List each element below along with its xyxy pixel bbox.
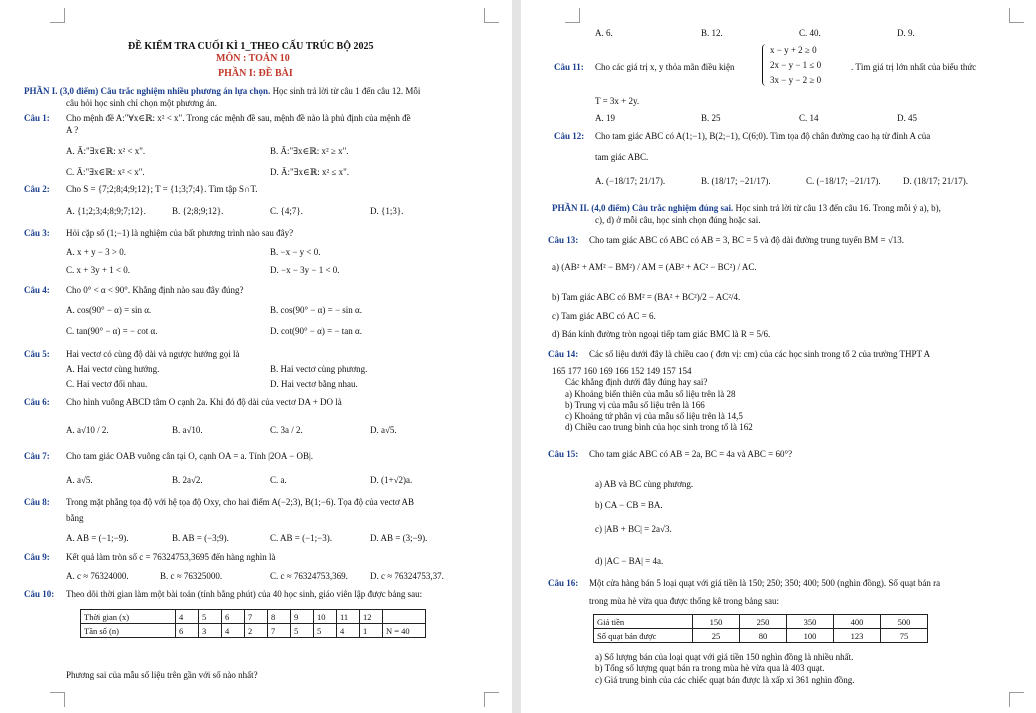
part2-lead: PHẦN II. (4,0 điểm) Câu trắc nghiệm đúng sai.	[552, 203, 734, 213]
question-4-option-c[interactable]: C. tan(90° − α) = − cot α.	[66, 326, 158, 336]
question-3-option-a[interactable]: A. x + y − 3 > 0.	[66, 247, 126, 257]
question-3-option-c[interactable]: C. x + 3y + 1 < 0.	[66, 265, 130, 275]
question-1-option-c[interactable]: C. Ā:"∃x∈ℝ: x² < x".	[66, 167, 145, 177]
table-cell: 5	[199, 610, 222, 624]
question-8-option-d[interactable]: D. AB = (3;−9).	[370, 533, 428, 543]
question-16-statement-b[interactable]: b) Tổng số lượng quạt bán ra trong mùa hè vừa qua là 403 quạt.	[595, 663, 825, 673]
table-cell: 10	[314, 610, 337, 624]
question-1-option-a[interactable]: A. Ā:"∃x∈ℝ: x² < x".	[66, 146, 146, 156]
question-9-text: Kết quả làm tròn số c = 76324753,3695 đến hàng nghìn là	[66, 552, 276, 562]
exam-title: ĐỀ KIỂM TRA CUỐI KÌ 1_THEO CẤU TRÚC BỘ 2025	[128, 41, 374, 52]
part1-instruction	[24, 86, 420, 97]
question-7-option-d[interactable]: D. (1+√2)a.	[370, 475, 413, 485]
question-15-statement-a[interactable]: a) AB và BC cùng phương.	[595, 479, 694, 489]
question-8-text: Trong mặt phẳng tọa độ với hệ tọa độ Oxy, cho hai điểm A(−2;3), B(1;−6). Tọa độ của vectơ AB	[66, 497, 415, 507]
question-11-option-b[interactable]: B. 25	[701, 113, 721, 123]
question-1-number: Câu 1:	[24, 113, 50, 123]
question-16-text-2: trong mùa hè vừa qua được thống kê trong bảng sau:	[589, 596, 779, 606]
crop-mark-icon	[1009, 8, 1024, 23]
question-10-frequency-table	[80, 609, 426, 638]
question-11-system-2: 2x − y − 1 ≤ 0	[770, 60, 822, 70]
question-10-option-b[interactable]: B. 12.	[701, 28, 723, 38]
table-cell: 7	[245, 610, 268, 624]
question-16-statement-a[interactable]: a) Số lượng bán của loại quạt với giá tiền 150 nghìn đồng là nhiều nhất.	[595, 652, 854, 662]
page-gutter	[512, 0, 521, 713]
table-cell: 123	[834, 629, 881, 643]
question-4-text: Cho 0° < α < 90°. Khẳng định nào sau đây đúng?	[66, 285, 244, 295]
question-5-text: Hai vectơ có cùng độ dài và ngược hướng gọi là	[66, 349, 240, 359]
question-11-text-after: . Tìm giá trị lớn nhất của biểu thức	[851, 62, 977, 72]
question-9-option-c[interactable]: C. c ≈ 76324753,369.	[270, 571, 348, 581]
part1-lead: PHẦN I. (3,0 điểm) Câu trắc nghiệm nhiều phương án lựa chọn.	[24, 86, 271, 96]
question-12-option-c[interactable]: C. (−18/17; −21/17).	[806, 176, 881, 186]
question-1-option-d[interactable]: D. Ā:"∃x∈ℝ: x² ≤ x".	[270, 167, 350, 177]
question-13-number: Câu 13:	[548, 235, 579, 245]
table-cell: 25	[693, 629, 740, 643]
part2-instruction	[552, 203, 941, 214]
question-4-option-a[interactable]: A. cos(90° − α) = sin α.	[66, 305, 152, 315]
question-12-text-2: tam giác ABC.	[595, 152, 649, 162]
crop-mark-icon	[1009, 692, 1024, 707]
table-cell	[383, 610, 426, 624]
question-14-prompt: Các khẳng định dưới đây đúng hay sai?	[565, 377, 708, 387]
table-cell: 7	[268, 624, 291, 638]
question-11-option-c[interactable]: C. 14	[799, 113, 819, 123]
question-2-option-d[interactable]: D. {1;3}.	[370, 206, 404, 216]
question-9-number: Câu 9:	[24, 552, 50, 562]
table-row	[594, 629, 928, 643]
table-cell: 150	[693, 615, 740, 629]
question-14-data: 165 177 160 169 166 152 149 157 154	[552, 366, 692, 376]
question-12-option-d[interactable]: D. (18/17; 21/17).	[903, 176, 968, 186]
question-6-number: Câu 6:	[24, 397, 50, 407]
question-9-option-d[interactable]: D. c ≈ 76324753,37.	[370, 571, 444, 581]
table-cell: 6	[176, 624, 199, 638]
question-5-option-b[interactable]: B. Hai vectơ cùng phương.	[270, 364, 368, 374]
question-3-option-b[interactable]: B. −x − y < 0.	[270, 247, 321, 257]
table-cell: 2	[245, 624, 268, 638]
table-cell: 250	[740, 615, 787, 629]
question-16-number: Câu 16:	[548, 578, 579, 588]
question-2-text: Cho S = {7;2;8;4;9;12}; T = {1;3;7;4}. Tìm tập S∩T.	[66, 184, 258, 194]
question-13-statement-c[interactable]: c) Tam giác ABC có AC = 6.	[552, 311, 656, 321]
question-11-option-d[interactable]: D. 45	[897, 113, 917, 123]
question-5-option-c[interactable]: C. Hai vectơ đối nhau.	[66, 379, 148, 389]
table-row	[594, 615, 928, 629]
question-2-option-c[interactable]: C. {4;7}.	[270, 206, 303, 216]
table-cell: 350	[787, 615, 834, 629]
question-2-number: Câu 2:	[24, 184, 50, 194]
question-1-option-b[interactable]: B. Ā:"∃x∈ℝ: x² ≥ x".	[270, 146, 349, 156]
question-4-option-d[interactable]: D. cot(90° − α) = − tan α.	[270, 326, 362, 336]
document-page-right	[521, 0, 1036, 713]
question-13-text: Cho tam giác ABC có ABC có AB = 3, BC = 5 và độ dài đường trung tuyến BM = √13.	[589, 235, 905, 245]
question-8-option-b[interactable]: B. AB = (−3;9).	[172, 533, 229, 543]
system-brace	[762, 44, 769, 86]
crop-mark-icon	[565, 8, 580, 23]
question-14-statement-b[interactable]: b) Trung vị của mẫu số liệu trên là 166	[565, 400, 705, 410]
table-row	[81, 610, 426, 624]
table-cell: Giá tiền	[594, 615, 693, 629]
question-13-statement-a[interactable]: a) (AB² + AM² − BM²) / AM = (AB² + AC² − BC²) / AC.	[552, 262, 757, 272]
question-6-option-c[interactable]: C. 3a / 2.	[270, 425, 303, 435]
question-10-option-d[interactable]: D. 9.	[897, 28, 915, 38]
table-cell: 5	[314, 624, 337, 638]
part1-instruction-2: câu hỏi học sinh chỉ chọn một phương án.	[66, 98, 217, 108]
question-1-text-2: A ?	[66, 125, 79, 135]
question-15-text: Cho tam giác ABC có AB = 2a, BC = 4a và ABC = 60°?	[589, 449, 793, 459]
question-11-system-1: x − y + 2 ≥ 0	[770, 45, 817, 55]
crop-mark-icon	[484, 692, 499, 707]
table-cell: 5	[291, 624, 314, 638]
crop-mark-icon	[484, 8, 499, 23]
question-4-number: Câu 4:	[24, 285, 50, 295]
question-12-option-b[interactable]: B. (18/17; −21/17).	[701, 176, 771, 186]
question-10-option-a[interactable]: A. 6.	[595, 28, 613, 38]
table-cell: Tần số (n)	[81, 624, 176, 638]
question-15-statement-c[interactable]: c) |AB + BC| = 2a√3.	[595, 524, 672, 534]
question-8-text-2: bằng	[66, 513, 84, 523]
question-15-statement-b[interactable]: b) CA − CB = BA.	[595, 500, 663, 510]
crop-mark-icon	[50, 692, 65, 707]
table-cell: 12	[360, 610, 383, 624]
question-8-option-c[interactable]: C. AB = (−1;−3).	[270, 533, 332, 543]
question-11-expression: T = 3x + 2y.	[595, 96, 640, 106]
crop-mark-icon	[50, 8, 65, 23]
question-7-number: Câu 7:	[24, 451, 50, 461]
part1-rest: Học sinh trả lời từ câu 1 đến câu 12. Mỗi	[272, 86, 421, 96]
table-cell: 9	[291, 610, 314, 624]
question-7-option-a[interactable]: A. a√5.	[66, 475, 93, 485]
question-16-text: Một cửa hàng bán 5 loại quạt với giá tiền là 150; 250; 350; 400; 500 (nghìn đồng). Số quạt bán ra	[589, 578, 941, 588]
question-16-sales-table	[593, 614, 928, 643]
table-cell: 4	[222, 624, 245, 638]
question-12-text: Cho tam giác ABC có A(1;−1), B(2;−1), C(6;0). Tìm tọa độ chân đường cao hạ từ đỉnh A của	[595, 131, 931, 141]
question-2-option-a[interactable]: A. {1;2;3;4;8;9;7;12}.	[66, 206, 146, 216]
table-cell: 4	[337, 624, 360, 638]
question-6-option-d[interactable]: D. a√5.	[370, 425, 397, 435]
question-9-option-b[interactable]: B. c ≈ 76325000.	[160, 571, 223, 581]
question-4-option-b[interactable]: B. cos(90° − α) = − sin α.	[270, 305, 363, 315]
question-2-option-b[interactable]: B. {2;8;9;12}.	[172, 206, 224, 216]
question-10-question: Phương sai của mẫu số liệu trên gần với số nào nhất?	[66, 670, 258, 680]
table-row	[81, 624, 426, 638]
question-14-statement-c[interactable]: c) Khoảng tứ phân vị của mẫu số liệu trên là 14,5	[565, 411, 743, 421]
table-cell: 100	[787, 629, 834, 643]
table-cell: 3	[199, 624, 222, 638]
part-heading: PHẦN I: ĐỀ BÀI	[218, 68, 293, 79]
question-6-text: Cho hình vuông ABCD tâm O cạnh 2a. Khi đó độ dài của vectơ DA + DO là	[66, 397, 342, 407]
question-14-statement-d[interactable]: d) Chiều cao trung bình của học sinh trong tổ là 162	[565, 422, 753, 432]
part2-instruction-2: c), d) ở mỗi câu, học sinh chọn đúng hoặc sai.	[595, 215, 761, 225]
question-11-option-a[interactable]: A. 19	[595, 113, 615, 123]
table-cell: 6	[222, 610, 245, 624]
question-16-statement-c[interactable]: c) Giá trung bình của các chiếc quạt bán được là xấp xỉ 361 nghìn đồng.	[595, 675, 855, 685]
question-6-option-a[interactable]: A. a√10 / 2.	[66, 425, 109, 435]
table-cell: 11	[337, 610, 360, 624]
table-cell: Số quạt bán được	[594, 629, 693, 643]
question-14-statement-a[interactable]: a) Khoảng biến thiên của mẫu số liệu trên là 28	[565, 389, 736, 399]
question-11-text: Cho các giá trị x, y thỏa mãn điều kiện	[595, 62, 735, 72]
question-3-text: Hỏi cặp số (1;−1) là nghiệm của bất phương trình nào sau đây?	[66, 228, 294, 238]
question-11-number: Câu 11:	[554, 62, 584, 72]
question-13-statement-b[interactable]: b) Tam giác ABC có BM² = (BA² + BC²)/2 − AC²/4.	[552, 292, 741, 302]
question-10-number: Câu 10:	[24, 589, 55, 599]
table-cell: 1	[360, 624, 383, 638]
question-11-system-3: 3x − y − 2 ≥ 0	[770, 75, 822, 85]
question-5-option-d[interactable]: D. Hai vectơ bằng nhau.	[270, 379, 358, 389]
part2-rest: Học sinh trả lời từ câu 13 đến câu 16. Trong mỗi ý a), b),	[735, 203, 941, 213]
question-13-statement-d[interactable]: d) Bán kính đường tròn ngoại tiếp tam giác BMC là R = 5/6.	[552, 329, 771, 339]
exam-subject: MÔN : TOÁN 10	[216, 53, 290, 64]
question-7-option-c[interactable]: C. a.	[270, 475, 287, 485]
question-15-statement-d[interactable]: d) |AC − BA| = 4a.	[595, 556, 664, 566]
question-10-text: Theo dõi thời gian làm một bài toán (tính bằng phút) của 40 học sinh, giáo viên lập được bảng sau:	[66, 589, 423, 599]
question-8-option-a[interactable]: A. AB = (−1;−9).	[66, 533, 129, 543]
table-cell: Thời gian (x)	[81, 610, 176, 624]
question-1-text: Cho mệnh đề A:"∀x∈ℝ: x² < x". Trong các mệnh đề sau, mệnh đề nào là phủ định của mệnh đề	[66, 113, 411, 123]
table-cell: 500	[881, 615, 928, 629]
question-7-text: Cho tam giác OAB vuông cân tại O, cạnh OA = a. Tính |2OA − OB|.	[66, 451, 314, 461]
table-cell: 8	[268, 610, 291, 624]
question-12-option-a[interactable]: A. (−18/17; 21/17).	[595, 176, 666, 186]
table-cell: 80	[740, 629, 787, 643]
question-12-number: Câu 12:	[554, 131, 585, 141]
table-cell: N = 40	[383, 624, 426, 638]
question-14-text: Các số liệu dưới đây là chiều cao ( đơn vị: cm) của các học sinh trong tổ 2 của trường THPT A	[589, 349, 931, 359]
question-3-option-d[interactable]: D. −x − 3y − 1 < 0.	[270, 265, 340, 275]
question-7-option-b[interactable]: B. 2a√2.	[172, 475, 203, 485]
table-cell: 75	[881, 629, 928, 643]
question-3-number: Câu 3:	[24, 228, 50, 238]
document-page-left	[0, 0, 512, 713]
question-8-number: Câu 8:	[24, 497, 50, 507]
question-10-option-c[interactable]: C. 40.	[799, 28, 821, 38]
question-6-option-b[interactable]: B. a√10.	[172, 425, 203, 435]
question-5-option-a[interactable]: A. Hai vectơ cùng hướng.	[66, 364, 160, 374]
question-14-number: Câu 14:	[548, 349, 579, 359]
question-9-option-a[interactable]: A. c ≈ 76324000.	[66, 571, 129, 581]
table-cell: 4	[176, 610, 199, 624]
question-15-number: Câu 15:	[548, 449, 579, 459]
question-5-number: Câu 5:	[24, 349, 50, 359]
table-cell: 400	[834, 615, 881, 629]
